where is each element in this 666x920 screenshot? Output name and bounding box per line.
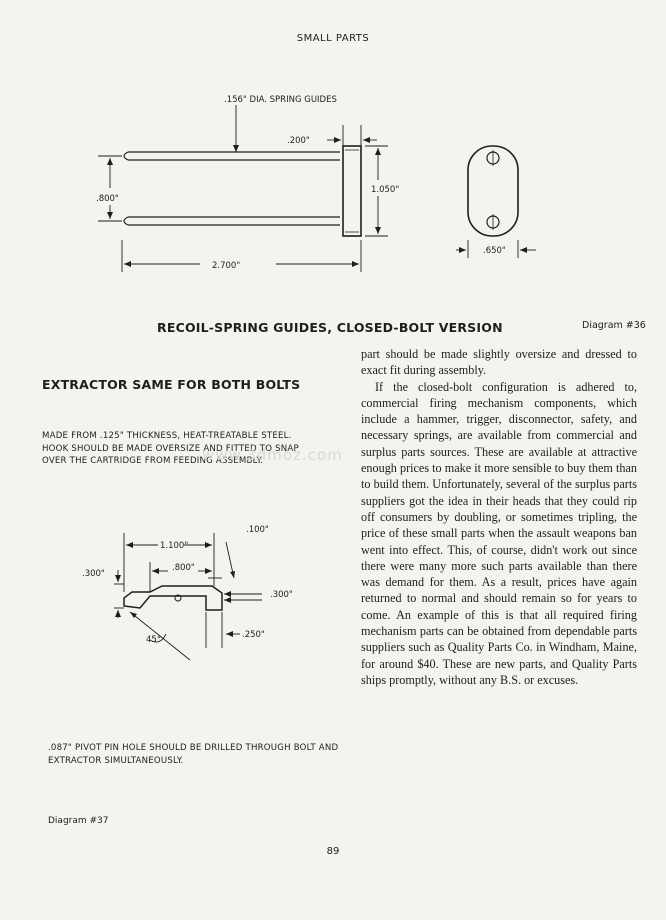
guide-plate-side (343, 146, 361, 236)
dim-1050-label: 1.050" (371, 185, 400, 195)
dim-250-label: .250" (242, 630, 265, 640)
dimension-labels-37 (82, 525, 293, 645)
dim-800-label: .800" (96, 194, 119, 204)
pivot-pin-note: .087" PIVOT PIN HOLE SHOULD BE DRILLED THROUGH BOLT AND EXTRACTOR SIMULTANEOUSLY. (48, 743, 339, 766)
angle-45-label: 45° (146, 635, 162, 645)
watermark: www.3dmoz.com (202, 446, 343, 464)
dim-1100-label: 1.100" (160, 541, 189, 551)
dimension-lines-36 (98, 105, 536, 272)
dim-200-label: .200" (287, 136, 310, 146)
dim-800-label-37: .800" (172, 563, 195, 573)
body-column (361, 346, 637, 688)
page-number: 89 (326, 846, 340, 857)
dim-300-left-label: .300" (82, 569, 105, 579)
extractor-note: MADE FROM .125" THICKNESS, HEAT-TREATABLE STEEL. HOOK SHOULD BE MADE OVERSIZE AND FITTED TO SNAP OVER THE CARTRIDGE FROM FEEDING ASSEMBLY. (42, 431, 299, 466)
spring-guides-label: .156" DIA. SPRING GUIDES (224, 95, 337, 105)
spring-guide-rods (124, 152, 340, 225)
diagram36-label: Diagram #36 (582, 320, 646, 331)
diagram36-title: RECOIL-SPRING GUIDES, CLOSED-BOLT VERSION (157, 320, 503, 335)
dimension-labels-36 (96, 95, 506, 271)
running-head: SMALL PARTS (296, 33, 370, 44)
extractor-drawing (124, 586, 222, 610)
extractor-heading: EXTRACTOR SAME FOR BOTH BOLTS (42, 377, 301, 392)
dim-2700-label: 2.700" (212, 261, 241, 271)
body-paragraph-2: If the closed-bolt configuration is adhered to, commercial firing mechanism components, which include a hammer, trigger, disconnector, safety, and necessary springs, are available from commercial and surplus parts sources. These are available at attractive enough prices to make it more sensible to buy them than to build them. Unfortunately, several of the surplus parts suppliers got the idea in their heads that they could rip off consumers by doubling, or sometimes tripling, the price of these small parts when the assault weapons ban went into effect. This, of course, didn't work out since there were many more such parts available than there was demand for them. As a result, prices have again returned to normal and should remain so for years to come. An example of this is that all required firing mechanism parts can be obtained from dependable parts suppliers such as Quality Parts Co. in Windham, Maine, for around $40. These are new parts, and Quality Parts ships promptly, without any B.S. or excuses. (361, 379, 637, 687)
dim-650-label: .650" (483, 246, 506, 256)
dim-100-label: .100" (246, 525, 269, 535)
dim-300-right-label: .300" (270, 590, 293, 600)
body-paragraph-1: part should be made slightly oversize and dressed to exact fit during assembly. (361, 347, 637, 378)
diagram37-label: Diagram #37 (48, 816, 109, 826)
